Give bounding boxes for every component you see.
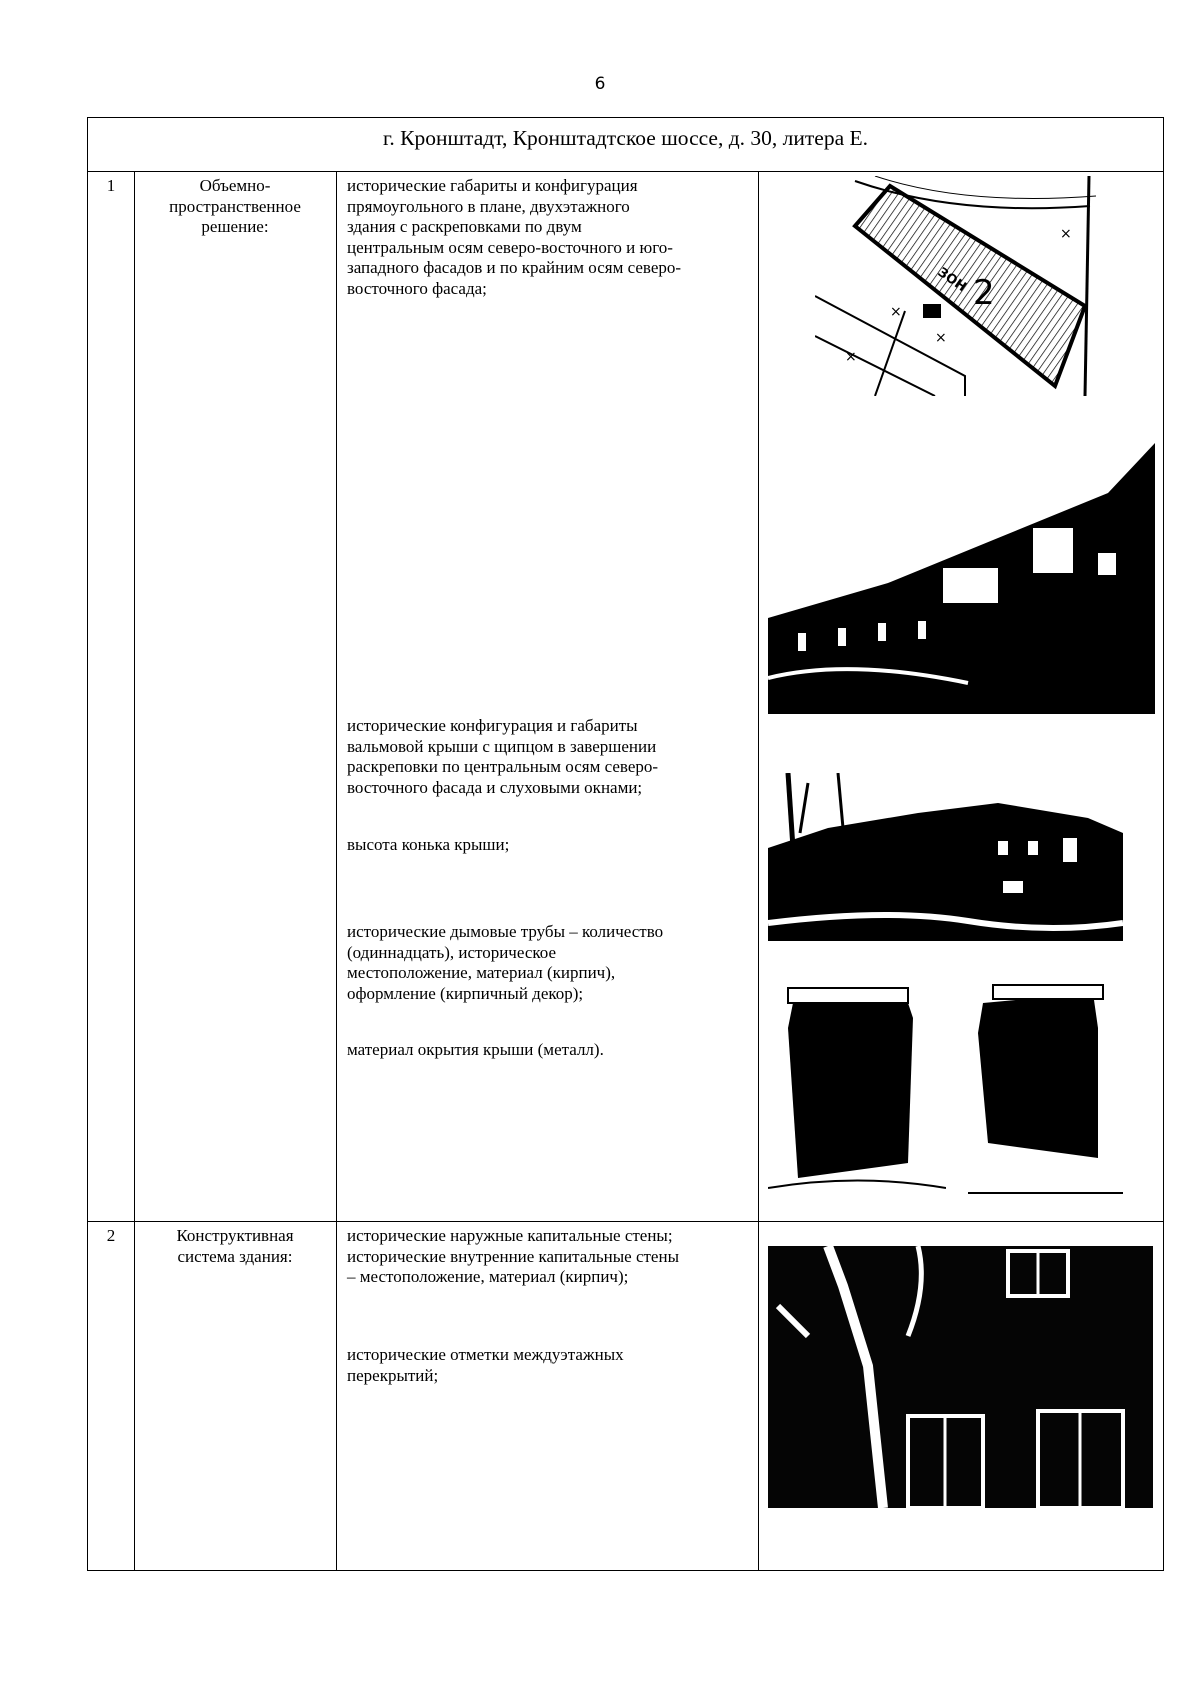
protection-table [87,117,1164,1571]
row-label: Конструктивная система здания: [176,1226,294,1266]
roof-photo-image [768,773,1123,941]
wall-photo-image [768,1246,1153,1508]
row-number: 2 [106,1226,116,1245]
facade-photo-image [768,443,1155,714]
chimney-photo-image [968,973,1123,1199]
svg-text:×: × [845,349,857,365]
table-divider [758,171,759,1570]
table-divider [134,171,135,1570]
table-divider [88,1221,1163,1222]
row-label: Объемно- пространственное решение: [169,176,301,236]
site-plan-image [815,176,1096,396]
item-text: исторические дымовые трубы – количество (одиннадцать), историческое местоположение, материал (кирпич), оформление (кирпичный декор); [347,922,664,1003]
item-text: высота конька крыши; [347,835,510,854]
map-label: 2 [973,273,995,313]
map-code: ЗОН [934,264,969,296]
table-divider [336,171,337,1570]
item-text: исторические отметки междуэтажных перекрытий; [347,1345,624,1385]
svg-text:×: × [1060,226,1072,242]
row-number: 1 [106,176,116,195]
address-title: г. Кронштадт, Кронштадтское шоссе, д. 30, литера Е. [382,126,868,150]
svg-text:×: × [935,330,947,346]
item-text: материал окрытия крыши (металл). [347,1040,604,1059]
item-text: исторические габариты и конфигурация прямоугольного в плане, двухэтажного здания с раскреповками по двум центральным осям северо-восточного и юго- западного фасадов и по крайним осям северо- восточного фасада; [347,176,682,298]
chimney-photo-image [768,973,946,1199]
page-number: 6 [594,74,606,94]
svg-text:×: × [890,304,902,320]
item-text: исторические наружные капитальные стены; исторические внутренние капитальные стены – местоположение, материал (кирпич); [347,1226,679,1286]
item-text: исторические конфигурация и габариты вальмовой крыши с щипцом в завершении раскреповки по центральным осям северо- восточного фасада и слуховыми окнами; [347,716,659,797]
table-divider [88,171,1163,172]
